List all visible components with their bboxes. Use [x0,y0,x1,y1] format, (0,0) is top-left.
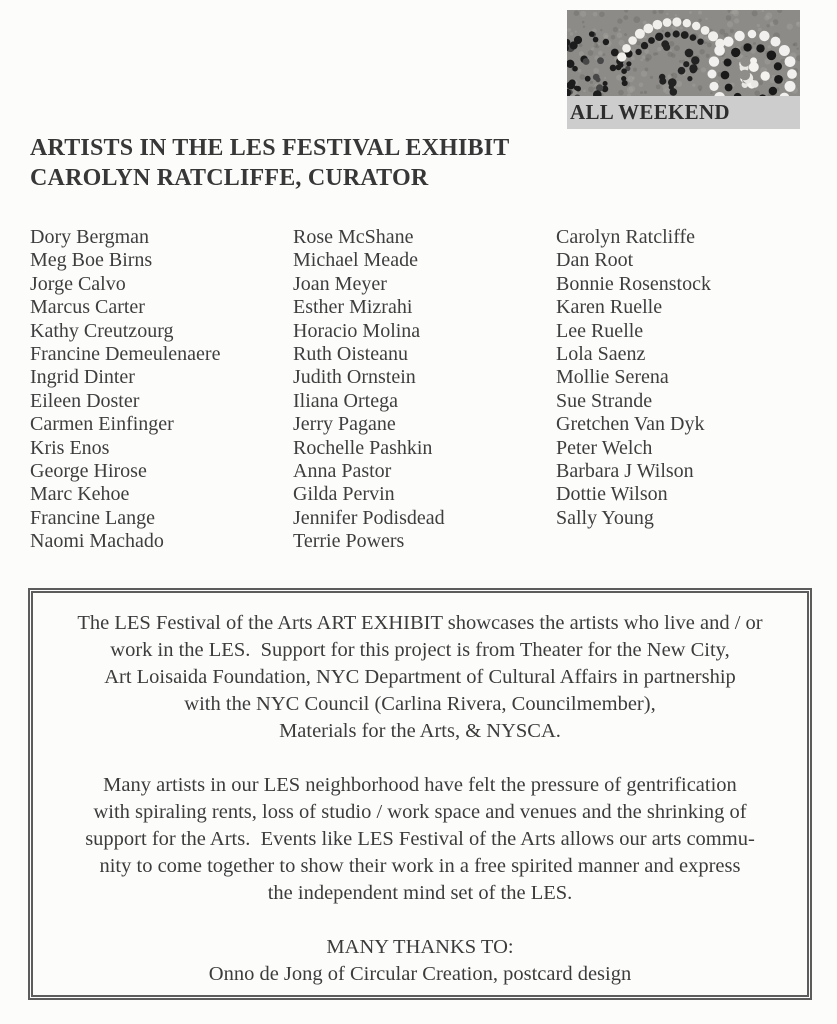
artist-name: Anna Pastor [293,460,392,483]
paragraph-line: Many artists in our LES neighborhood have felt the pressure of gentrification [103,774,737,796]
title-line-1: ARTISTS IN THE LES FESTIVAL EXHIBIT [30,135,510,161]
mosaic-photo [567,10,800,96]
artist-name: Esther Mizrahi [293,296,413,319]
artist-column-2 [293,226,556,554]
all-weekend-banner [567,96,800,129]
artist-name: Terrie Powers [293,530,405,553]
paragraph-line: The LES Festival of the Arts ART EXHIBIT showcases the artists who live and / or [77,612,763,634]
artist-name: Rose McShane [293,226,414,248]
artist-name: Meg Boe Birns [30,249,153,272]
paragraph-line: support for the Arts. Events like LES Festival of the Arts allows our arts commu- [85,828,755,850]
page-title [30,133,509,193]
artist-name: Michael Meade [293,249,418,272]
artist-name: Horacio Molina [293,319,421,342]
artist-list [30,226,811,554]
banner-label: ALL WEEKEND [570,100,730,124]
artist-name: Jerry Pagane [293,413,396,436]
artist-name: Ruth Oisteanu [293,343,408,366]
artist-name: Judith Ornstein [293,366,416,389]
artist-name: Peter Welch [556,436,653,459]
paragraph-line: the independent mind set of the LES. [267,882,573,904]
artist-name: Marc Kehoe [30,483,130,506]
artist-name: Kathy Creutzourg [30,319,174,342]
paragraph-line: Materials for the Arts, & NYSCA. [279,720,561,742]
artist-name: Lee Ruelle [556,319,644,342]
artist-name: Gretchen Van Dyk [556,413,705,436]
artist-name: Lola Saenz [556,343,646,366]
artist-name: Dan Root [556,249,634,272]
artist-name: Francine Lange [30,506,155,529]
artist-name: Jorge Calvo [30,272,126,295]
exhibit-description-paragraph [33,610,807,745]
artist-name: Karen Ruelle [556,296,663,319]
title-line-2: CAROLYN RATCLIFFE, CURATOR [30,165,429,191]
artist-name: Dottie Wilson [556,483,668,506]
artist-name: Sue Strande [556,389,653,412]
artist-name: Rochelle Pashkin [293,436,433,459]
artist-name: Carmen Einfinger [30,413,174,436]
artist-name: Ingrid Dinter [30,366,135,389]
artist-name: Bonnie Rosenstock [556,272,711,295]
info-box [28,588,812,1000]
paragraph-line: Art Loisaida Foundation, NYC Department of Cultural Affairs in partnership [104,666,736,688]
thanks-heading: MANY THANKS TO: [326,936,514,958]
artist-name: Gilda Pervin [293,483,395,506]
artist-column-1 [30,226,293,554]
artist-column-3 [556,226,811,554]
thanks-credit: Onno de Jong of Circular Creation, postcard design [208,963,632,985]
artist-name: Sally Young [556,506,654,529]
artist-name: Dory Bergman [30,226,150,248]
mosaic-photo-art [567,10,800,96]
artist-name: Kris Enos [30,436,110,459]
artist-name: Jennifer Podisdead [293,506,445,529]
artist-name: Joan Meyer [293,272,387,295]
artist-name: Mollie Serena [556,366,669,389]
paragraph-line: with the NYC Council (Carlina Rivera, Councilmember), [184,693,656,715]
artist-name: Naomi Machado [30,530,164,553]
gentrification-paragraph [33,772,807,907]
artist-name: George Hirose [30,460,147,483]
artist-name: Carolyn Ratcliffe [556,226,696,248]
artist-name: Francine Demeulenaere [30,343,221,366]
paragraph-line: nity to come together to show their work in a free spirited manner and express [99,855,741,877]
artist-name: Iliana Ortega [293,389,398,412]
paragraph-line: with spiraling rents, loss of studio / work space and venues and the shrinking of [93,801,747,823]
artist-name: Barbara J Wilson [556,460,694,483]
paragraph-line: work in the LES. Support for this project is from Theater for the New City, [110,639,730,661]
artist-name: Marcus Carter [30,296,145,319]
artist-name: Eileen Doster [30,389,140,412]
